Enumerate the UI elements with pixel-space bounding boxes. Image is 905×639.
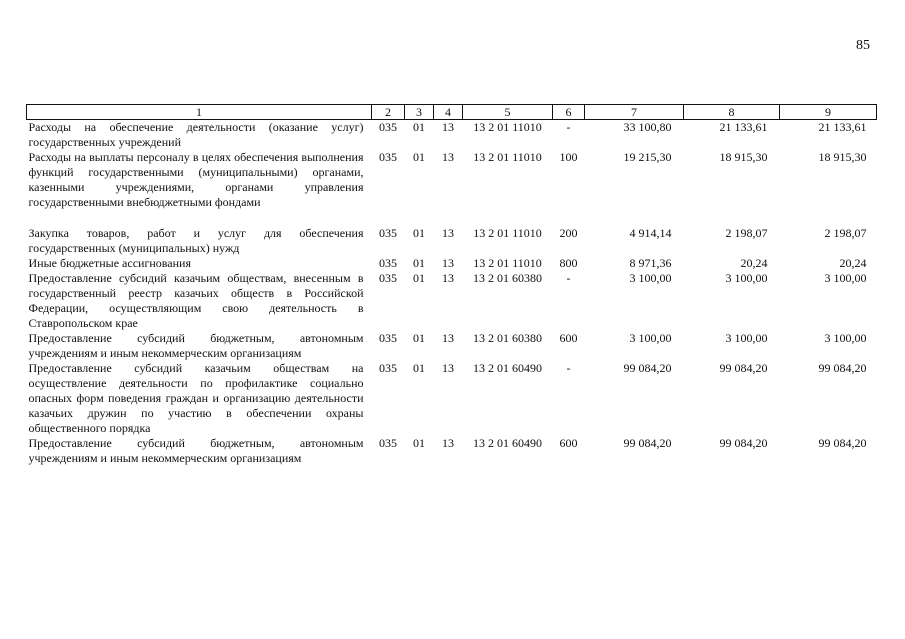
header-cell: 1 [27,105,372,120]
cell-expense-type: - [566,361,571,375]
cell-target: 13 2 01 11010 [473,226,542,240]
cell-ministry: 035 [379,256,397,270]
cell-amount-2: 2 198,07 [725,226,768,240]
cell-ministry: 035 [379,361,397,375]
cell-amount-2: 18 915,30 [719,150,768,164]
header-cell: 2 [372,105,405,120]
header-cell: 9 [780,105,877,120]
cell-target: 13 2 01 11010 [473,120,542,134]
cell-amount-3: 3 100,00 [824,331,867,345]
header-row [27,105,877,120]
row-name: Иные бюджетные ассигнования [28,256,191,270]
table-row [27,226,877,256]
header-cell: 3 [405,105,434,120]
cell-ministry: 035 [379,436,397,450]
cell-amount-1: 4 914,14 [629,226,672,240]
page-number: 85 [856,38,870,53]
cell-amount-1: 33 100,80 [623,120,672,134]
cell-target: 13 2 01 60490 [473,436,542,450]
cell-amount-1: 3 100,00 [629,271,672,285]
cell-subsection: 13 [442,361,454,375]
cell-amount-1: 3 100,00 [629,331,672,345]
cell-target: 13 2 01 11010 [473,256,542,270]
cell-amount-2: 21 133,61 [719,120,768,134]
cell-section: 01 [413,120,425,134]
cell-target: 13 2 01 11010 [473,150,542,164]
cell-expense-type: - [566,120,571,134]
cell-amount-3: 99 084,20 [818,436,867,450]
cell-amount-1: 99 084,20 [623,361,672,375]
table-row [27,436,877,466]
row-name: Предоставление субсидий бюджетным, автономным учреждениям и иным некоммерческим организациям [28,436,364,465]
cell-target: 13 2 01 60490 [473,361,542,375]
cell-amount-3: 3 100,00 [824,271,867,285]
cell-expense-type: - [566,271,571,285]
header-cell: 7 [585,105,684,120]
cell-amount-1: 19 215,30 [623,150,672,164]
row-name: Расходы на обеспечение деятельности (оказание услуг) государственных учреждений [28,120,364,149]
cell-section: 01 [413,271,425,285]
spacer-row [27,210,877,226]
cell-amount-2: 3 100,00 [725,271,768,285]
cell-section: 01 [413,150,425,164]
cell-section: 01 [413,256,425,270]
cell-subsection: 13 [442,226,454,240]
row-name: Предоставление субсидий казачьим обществам на осуществление деятельности по профилактике социально опасных форм поведения граждан и организацию деятельности казачьих дружин по участию в обеспечении охраны общественного порядка [28,361,364,435]
header-cell: 4 [434,105,463,120]
table-row [27,150,877,210]
cell-amount-3: 2 198,07 [824,226,867,240]
cell-amount-3: 99 084,20 [818,361,867,375]
cell-target: 13 2 01 60380 [473,271,542,285]
table-row [27,271,877,331]
budget-table [26,104,877,466]
cell-expense-type: 800 [559,256,578,270]
cell-subsection: 13 [442,256,454,270]
cell-amount-2: 3 100,00 [725,331,768,345]
table-row [27,361,877,436]
cell-expense-type: 600 [559,331,578,345]
header-cell: 6 [553,105,585,120]
cell-section: 01 [413,226,425,240]
cell-expense-type: 600 [559,436,578,450]
cell-subsection: 13 [442,271,454,285]
cell-ministry: 035 [379,150,397,164]
cell-subsection: 13 [442,436,454,450]
table-row [27,120,877,151]
cell-ministry: 035 [379,331,397,345]
row-name: Предоставление субсидий казачьим обществам, внесенным в государственный реестр казачьих обществ в Российской Федерации, осуществляющим свою деятельность в Ставропольском крае [28,271,364,330]
cell-amount-3: 20,24 [839,256,867,270]
cell-section: 01 [413,436,425,450]
cell-section: 01 [413,361,425,375]
cell-subsection: 13 [442,120,454,134]
cell-amount-2: 20,24 [740,256,768,270]
cell-amount-1: 8 971,36 [629,256,672,270]
cell-ministry: 035 [379,271,397,285]
header-cell: 8 [684,105,780,120]
cell-section: 01 [413,331,425,345]
cell-amount-3: 21 133,61 [818,120,867,134]
table-row [27,256,877,271]
cell-expense-type: 200 [559,226,578,240]
cell-subsection: 13 [442,331,454,345]
table-row [27,331,877,361]
cell-amount-1: 99 084,20 [623,436,672,450]
cell-target: 13 2 01 60380 [473,331,542,345]
cell-amount-2: 99 084,20 [719,361,768,375]
header-cell: 5 [463,105,553,120]
cell-amount-2: 99 084,20 [719,436,768,450]
cell-subsection: 13 [442,150,454,164]
row-name: Предоставление субсидий бюджетным, автономным учреждениям и иным некоммерческим организациям [28,331,364,360]
cell-expense-type: 100 [559,150,578,164]
cell-ministry: 035 [379,226,397,240]
row-name: Расходы на выплаты персоналу в целях обеспечения выполнения функций государственными (муниципальными) органами, казенными учреждениями, органами управления государственными внебюджетными фондами [28,150,364,209]
cell-amount-3: 18 915,30 [818,150,867,164]
row-name: Закупка товаров, работ и услуг для обеспечения государственных (муниципальных) нужд [28,226,364,255]
cell-ministry: 035 [379,120,397,134]
